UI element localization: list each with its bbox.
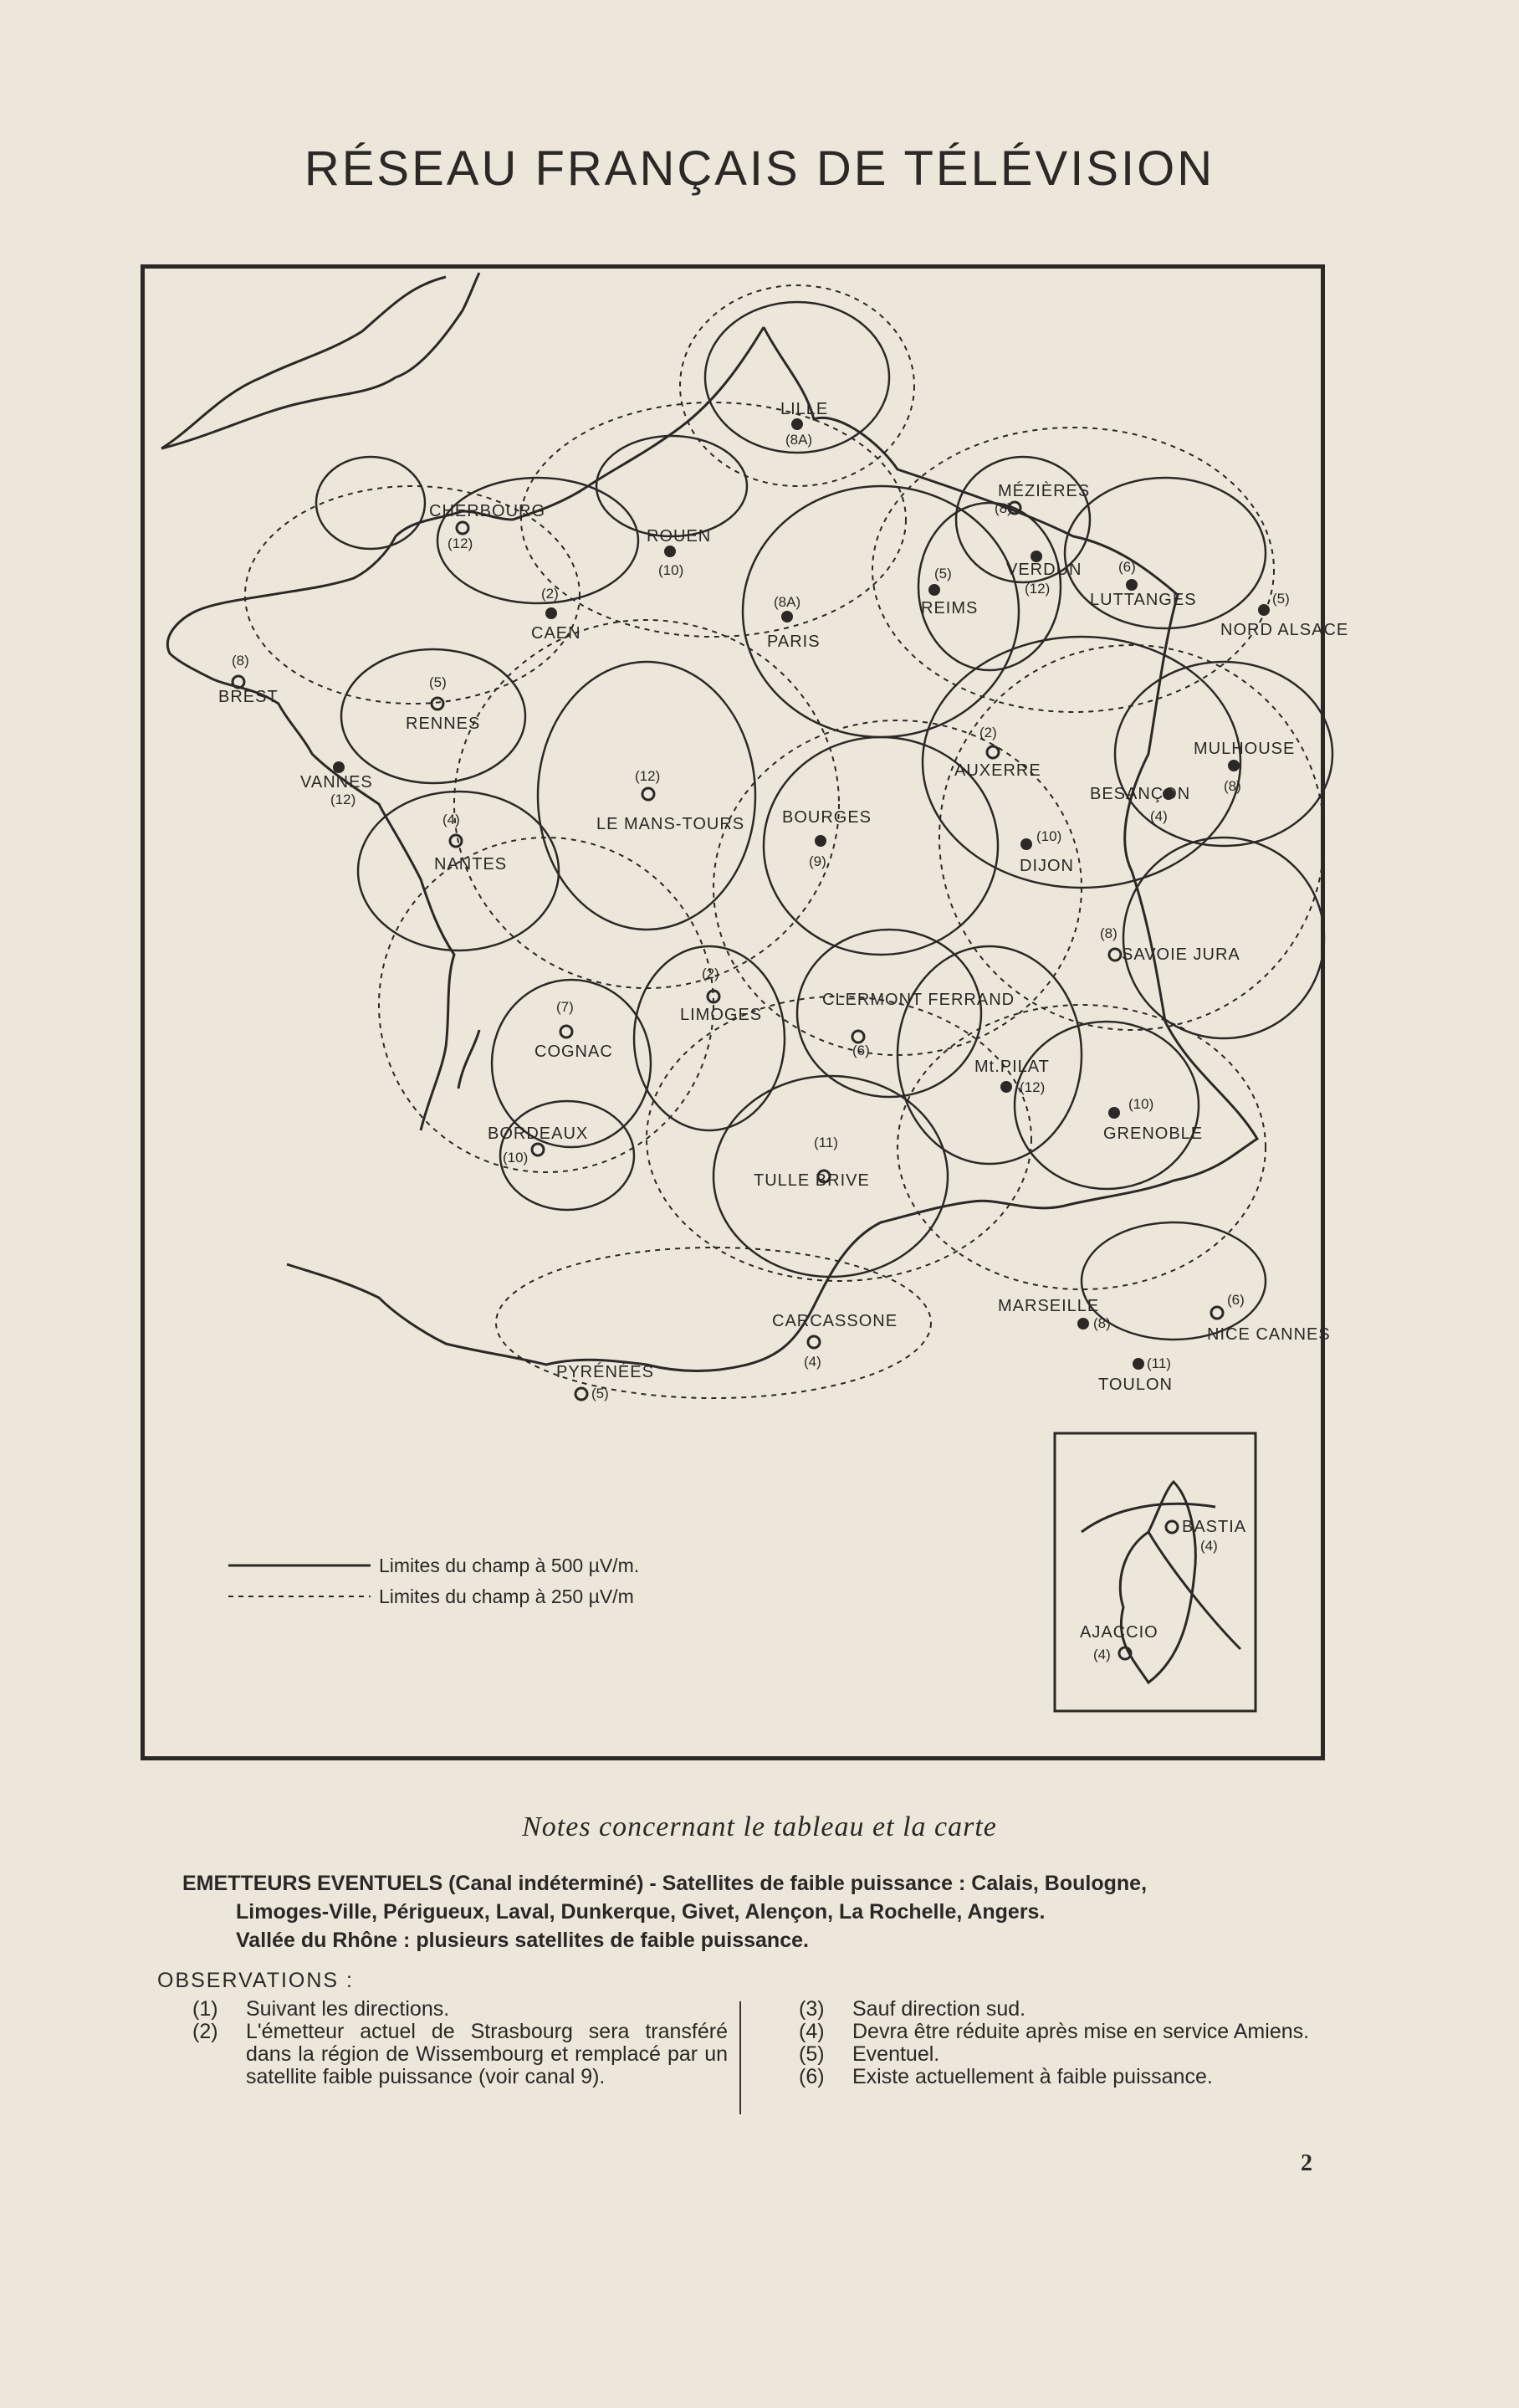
label-carcassone: CARCASSONE	[772, 1312, 898, 1330]
channel-cherbourg: (12)	[448, 535, 473, 551]
corsica-inset	[1055, 1433, 1256, 1711]
france-coastline	[167, 327, 1257, 1371]
label-brest: BREST	[218, 688, 279, 706]
channel-tulle-brive: (11)	[814, 1135, 838, 1150]
label-marseille: MARSEILLE	[998, 1297, 1100, 1315]
observations-divider	[739, 2001, 741, 2114]
channel-paris: (8A)	[774, 594, 801, 610]
channel-toulon: (11)	[1147, 1355, 1171, 1371]
channel-caen: (2)	[541, 586, 559, 602]
label-luttanges: LUTTANGES	[1090, 591, 1197, 609]
channel-marseille: (8)	[1093, 1315, 1111, 1331]
observation-item	[799, 2043, 1334, 2066]
label-nantes: NANTES	[434, 855, 508, 874]
observation-item	[799, 2021, 1334, 2043]
channel-brest: (8)	[232, 653, 249, 669]
channel-rouen: (10)	[658, 562, 684, 578]
observation-text: Eventuel.	[852, 2042, 940, 2066]
channel-lille: (8A)	[785, 432, 813, 448]
page-title: RÉSEAU FRANÇAIS DE TÉLÉVISION	[304, 141, 1215, 196]
television-network-map	[145, 269, 1349, 1756]
observation-number: (4)	[799, 2020, 825, 2043]
label-bourges: BOURGES	[782, 808, 872, 827]
observation-number: (3)	[799, 1997, 825, 2021]
label-paris: PARIS	[767, 633, 821, 651]
coastline-england	[161, 273, 479, 448]
channel-nice-cannes: (6)	[1227, 1292, 1245, 1308]
observation-number: (6)	[799, 2065, 825, 2088]
observation-number: (1)	[192, 1997, 218, 2021]
emitters-line-3: Vallée du Rhône : plusieurs satellites de faible puissance.	[236, 1929, 809, 1952]
label-rouen: ROUEN	[647, 527, 712, 546]
label-le-mans-tours: LE MANS-TOURS	[596, 815, 745, 833]
observation-number: (5)	[799, 2042, 825, 2066]
emitters-line-2: Limoges-Ville, Périgueux, Laval, Dunkerque, Givet, Alençon, La Rochelle, Angers.	[236, 1900, 1046, 1924]
observation-text: L'émetteur actuel de Strasbourg sera transféré dans la région de Wissembourg et remplacé par un satellite faible puissance (voir canal 9).	[246, 2020, 728, 2088]
emitters-line-1: EMETTEURS EVENTUELS (Canal indéterminé) - Satellites de faible puissance : Calais, Boulogne,	[182, 1872, 1148, 1895]
label-nord-alsace: NORD ALSACE	[1220, 621, 1349, 639]
observations-title: OBSERVATIONS :	[157, 1969, 354, 1992]
observation-item	[192, 1998, 728, 2021]
label-rennes: RENNES	[406, 715, 481, 733]
channel-luttanges: (6)	[1118, 559, 1136, 575]
map-legend	[228, 1555, 639, 1607]
observation-text: Sauf direction sud.	[852, 1997, 1026, 2021]
channel-ajaccio: (4)	[1093, 1647, 1111, 1663]
channel-vannes: (12)	[330, 792, 356, 807]
label-cherbourg: CHERBOURG	[429, 502, 546, 520]
label-mezieres: MÉZIÈRES	[998, 482, 1091, 500]
notes-title: Notes concernant le tableau et la carte	[522, 1811, 997, 1842]
label-reims: REIMS	[921, 599, 979, 617]
label-clermont-ferrand: CLERMONT FERRAND	[822, 991, 1015, 1009]
label-cognac: COGNAC	[534, 1043, 613, 1061]
label-limoges: LIMOGES	[680, 1006, 763, 1024]
label-mt-pilat: Mt.PILAT	[974, 1058, 1050, 1076]
label-ajaccio: AJACCIO	[1080, 1623, 1158, 1642]
channel-grenoble: (10)	[1128, 1096, 1154, 1112]
label-grenoble: GRENOBLE	[1103, 1125, 1204, 1143]
label-caen: CAEN	[531, 624, 581, 643]
channel-bastia: (4)	[1200, 1538, 1218, 1554]
observation-item	[192, 2021, 728, 2088]
channel-mt-pilat: (12)	[1020, 1079, 1046, 1095]
channel-cognac: (7)	[556, 999, 574, 1015]
observation-number: (2)	[192, 2020, 218, 2043]
label-besancon: BESANÇON	[1090, 785, 1191, 803]
channel-dijon: (10)	[1036, 828, 1062, 844]
channel-le-mans-tours: (12)	[635, 768, 661, 784]
channel-limoges: (2)	[702, 966, 719, 981]
label-vannes: VANNES	[300, 773, 373, 792]
channel-rennes: (5)	[429, 674, 447, 690]
channel-auxerre: (2)	[979, 725, 997, 740]
label-bordeaux: BORDEAUX	[488, 1125, 589, 1143]
observation-text: Suivant les directions.	[246, 1997, 450, 2021]
map-frame	[141, 264, 1349, 1760]
channel-carcassone: (4)	[804, 1354, 821, 1370]
label-tulle-brive: TULLE BRIVE	[754, 1171, 870, 1190]
observations-left	[192, 1998, 728, 2088]
label-auxerre: AUXERRE	[954, 761, 1041, 780]
channel-nantes: (4)	[442, 812, 460, 827]
channel-clermont-ferrand: (6)	[852, 1043, 870, 1058]
channel-reims: (5)	[934, 566, 952, 582]
label-verdun: VERDUN	[1006, 561, 1082, 579]
observation-item	[799, 1998, 1334, 2021]
label-mulhouse: MULHOUSE	[1194, 740, 1296, 758]
channel-besancon: (4)	[1150, 808, 1168, 824]
channel-bordeaux: (10)	[503, 1150, 529, 1166]
observation-item	[799, 2066, 1334, 2088]
channel-nord-alsace: (5)	[1272, 591, 1290, 607]
label-toulon: TOULON	[1098, 1376, 1173, 1394]
channel-pyrenees: (5)	[591, 1386, 609, 1401]
label-bastia: BASTIA	[1182, 1518, 1247, 1536]
observations-right	[799, 1998, 1334, 2088]
label-savoie-jura: SAVOIE JURA	[1122, 945, 1240, 964]
label-nice-cannes: NICE CANNES	[1207, 1325, 1331, 1344]
channel-mulhouse: (8)	[1224, 778, 1241, 794]
channel-mezieres: (8)	[995, 500, 1012, 516]
observation-text: Existe actuellement à faible puissance.	[852, 2065, 1213, 2088]
channel-bourges: (9)	[809, 853, 826, 869]
channel-savoie-jura: (8)	[1100, 925, 1118, 941]
legend-dashed-label: Limites du champ à 250 µV/m	[379, 1586, 634, 1607]
channel-verdun: (12)	[1025, 581, 1051, 597]
observation-text: Devra être réduite après mise en service Amiens.	[852, 2020, 1310, 2043]
legend-solid-label: Limites du champ à 500 µV/m.	[379, 1555, 640, 1576]
emitters-note	[182, 1869, 1337, 1955]
page-number: 2	[1301, 2150, 1312, 2176]
label-lille: LILLE	[780, 400, 829, 418]
label-pyrenees: PYRÉNÉES	[556, 1363, 654, 1381]
label-dijon: DIJON	[1020, 857, 1074, 875]
